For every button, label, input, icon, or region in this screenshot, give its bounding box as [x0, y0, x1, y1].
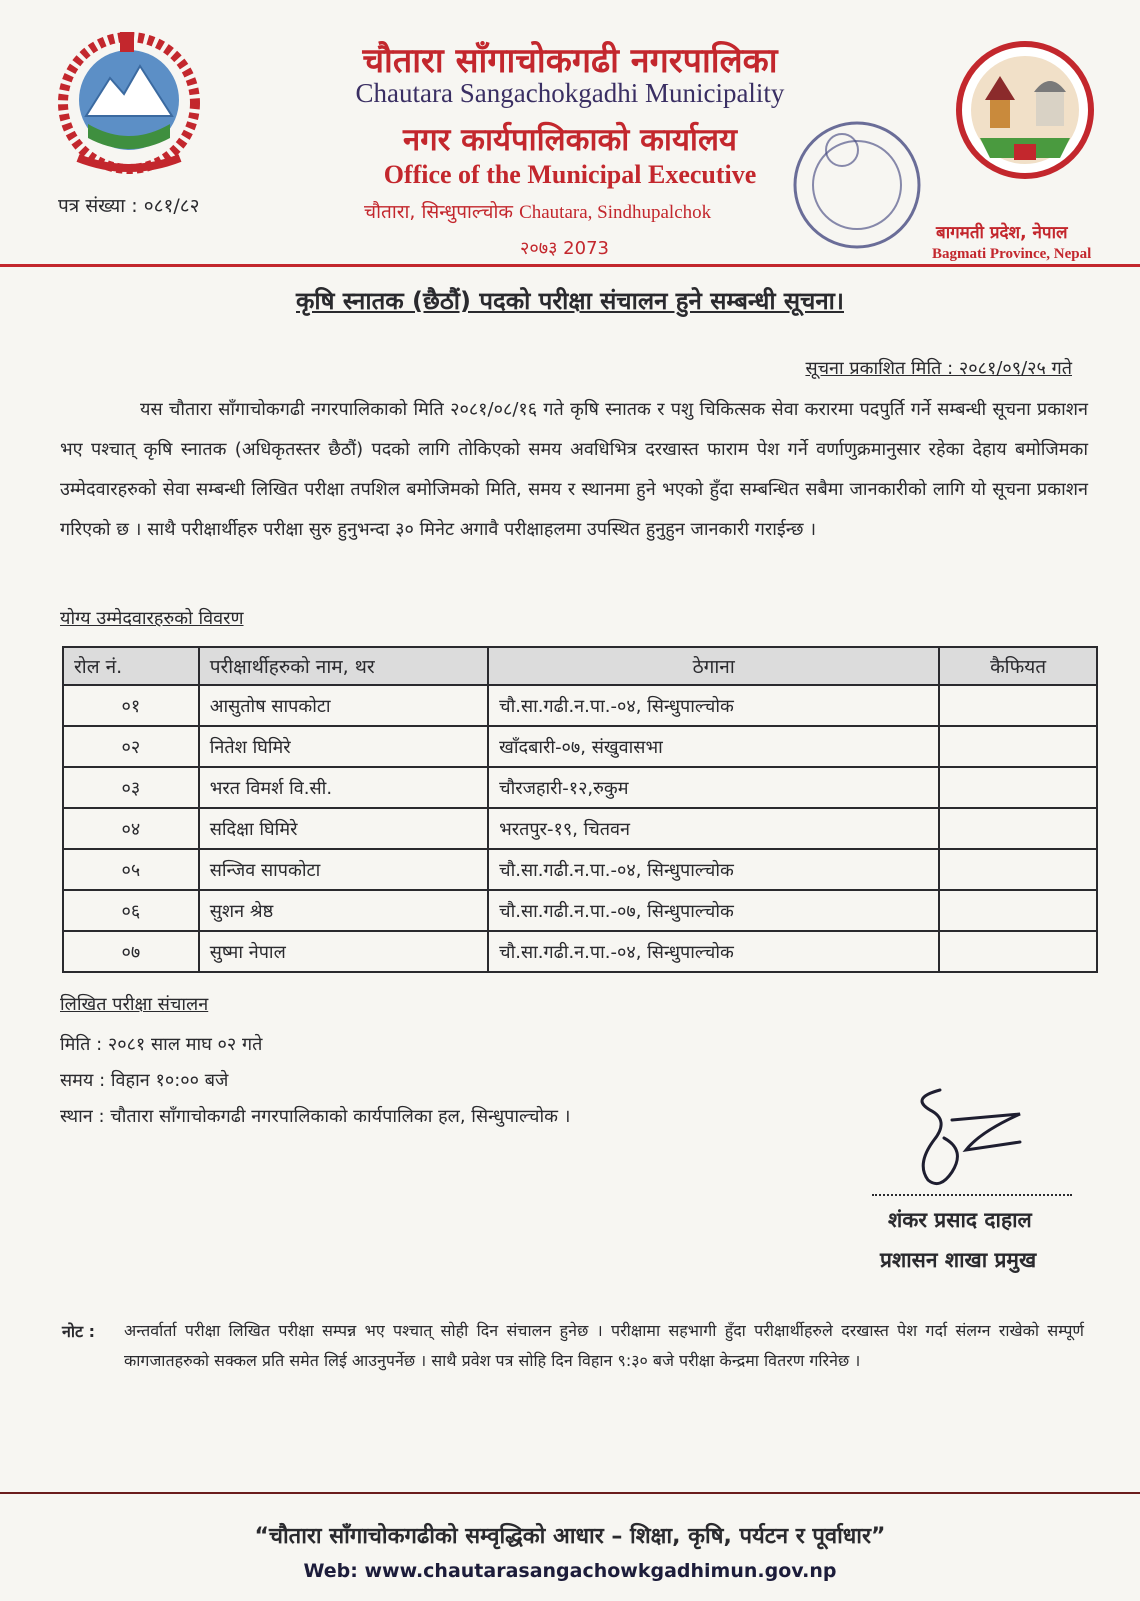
exam-date: मिति : २०८१ साल माघ ०२ गते: [60, 1034, 263, 1055]
table-row: [63, 808, 1097, 849]
footer-divider: [0, 1492, 1140, 1494]
remarks-cell: [939, 808, 1097, 849]
table-row: [63, 931, 1097, 972]
name-cell: भरत विमर्श वि.सी.: [199, 767, 488, 808]
candidates-table: [62, 646, 1098, 973]
exam-venue: स्थान : चौतारा साँगाचोकगढी नगरपालिकाको कार्यपालिका हल, सिन्धुपाल्चोक ।: [60, 1106, 571, 1127]
office-address: [364, 198, 711, 224]
address-cell: भरतपुर-१९, चितवन: [488, 808, 939, 849]
name-cell: सदिक्षा घिमिरे: [199, 808, 488, 849]
table-header-row: [63, 647, 1097, 685]
established-year: २०७३ 2073: [520, 238, 609, 259]
table-row: [63, 767, 1097, 808]
address-cell: चौ.सा.गढी.न.पा.-०४, सिन्धुपाल्चोक: [488, 931, 939, 972]
address-cell: चौ.सा.गढी.न.पा.-०७, सिन्धुपाल्चोक: [488, 890, 939, 931]
office-stamp-seal: [782, 110, 932, 260]
exam-heading: लिखित परीक्षा संचालन: [60, 994, 209, 1015]
col-roll-header: रोल नं.: [63, 647, 199, 685]
signatory-designation: प्रशासन शाखा प्रमुख: [880, 1248, 1037, 1272]
name-cell: सन्जिव सापकोटा: [199, 849, 488, 890]
address-cell: चौरजहारी-१२,रुकुम: [488, 767, 939, 808]
remarks-cell: [939, 726, 1097, 767]
exam-time: समय : विहान १०:०० बजे: [60, 1070, 229, 1091]
address-cell: चौ.सा.गढी.न.पा.-०४, सिन्धुपाल्चोक: [488, 849, 939, 890]
name-cell: आसुतोष सापकोटा: [199, 685, 488, 726]
notice-title-text: कृषि स्नातक (छैठौं) पदको परीक्षा संचालन हुने सम्बन्धी सूचना।: [296, 287, 844, 315]
remarks-cell: [939, 685, 1097, 726]
province-en: Bagmati Province, Nepal: [932, 246, 1092, 262]
address-np: चौतारा, सिन्धुपाल्चोक: [364, 201, 514, 223]
table-row: [63, 726, 1097, 767]
notice-title: [0, 284, 1140, 317]
roll-cell: ०७: [63, 931, 199, 972]
roll-cell: ०२: [63, 726, 199, 767]
province-np: बागमती प्रदेश, नेपाल: [936, 223, 1068, 243]
name-cell: नितेश घिमिरे: [199, 726, 488, 767]
roll-cell: ०५: [63, 849, 199, 890]
address-cell: खाँदबारी-०७, संखुवासभा: [488, 726, 939, 767]
remarks-cell: [939, 931, 1097, 972]
address-en: Chautara, Sindhupalchok: [519, 202, 712, 223]
reference-number: पत्र संख्या : ०८१/८२: [58, 195, 200, 217]
candidates-heading: योग्य उम्मेदवारहरुको विवरण: [60, 608, 244, 629]
remarks-cell: [939, 849, 1097, 890]
published-date: सूचना प्रकाशित मिति : २०८१/०९/२५ गते: [805, 358, 1072, 379]
address-cell: चौ.सा.गढी.न.पा.-०४, सिन्धुपाल्चोक: [488, 685, 939, 726]
footer-slogan: “चौतारा साँगाचोकगढीको सम्वृद्धिको आधार – शिक्षा, कृषि, पर्यटन र पूर्वाधार”: [254, 1524, 886, 1549]
col-remarks-header: कैफियत: [939, 647, 1097, 685]
name-cell: सुष्मा नेपाल: [199, 931, 488, 972]
letterhead-divider: [0, 264, 1140, 267]
table-row: [63, 849, 1097, 890]
col-name-header: परीक्षार्थीहरुको नाम, थर: [199, 647, 488, 685]
office-name-en: Office of the Municipal Executive: [383, 160, 757, 189]
municipality-logo: [950, 40, 1100, 180]
roll-cell: ०४: [63, 808, 199, 849]
notice-body: यस चौतारा साँगाचोकगढी नगरपालिकाको मिति २०८१/०८/१६ गते कृषि स्नातक र पशु चिकित्सक सेवा करारमा पदपुर्ति गर्ने सम्बन्धी सूचना प्रकाशन भए पश्चात् कृषि स्नातक (अधिकृतस्तर छैठौं) पदको लागि तोकिएको समय अवधिभित्र दरखास्त फाराम पेश गर्ने वर्णाणुक्रमानुसार रहेका देहाय बमोजिमका उम्मेदवारहरुको सेवा सम्बन्धी लिखित परीक्षा तपशिल बमोजिमको मिति, समय र स्थानमा हुने भएको हुँदा सम्बन्धित सबैमा जानकारीको लागि यो सूचना प्रकाशन गरिएको छ । साथै परीक्षार्थीहरु परीक्षा सुरु हुनुभन्दा ३० मिनेट अगावै परीक्षाहलमा उपस्थित हुनुहुन जानकारी गराईन्छ ।: [60, 399, 1088, 540]
col-address-header: ठेगाना: [488, 647, 939, 685]
note-label: नोट :: [62, 1322, 96, 1341]
name-cell: सुशन श्रेष्ठ: [199, 890, 488, 931]
roll-cell: ०३: [63, 767, 199, 808]
municipality-name-en: Chautara Sangachokgadhi Municipality: [355, 78, 785, 108]
remarks-cell: [939, 767, 1097, 808]
table-row: [63, 890, 1097, 931]
municipality-name-np: चौतारा साँगाचोकगढी नगरपालिका: [362, 41, 778, 81]
office-name-np: नगर कार्यपालिकाको कार्यालय: [403, 122, 737, 158]
remarks-cell: [939, 890, 1097, 931]
roll-cell: ०१: [63, 685, 199, 726]
roll-cell: ०६: [63, 890, 199, 931]
signature-line: [872, 1194, 1072, 1196]
note-text: अन्तर्वार्ता परीक्षा लिखित परीक्षा सम्पन्न भए पश्चात् सोही दिन संचालन हुनेछ । परीक्षामा सहभागी हुँदा परीक्षार्थीहरुले दरखास्त पेश गर्दा संलग्न राखेको सम्पूर्ण कागजातहरुको सक्कल प्रति समेत लिई आउनुपर्नेछ । साथै प्रवेश पत्र सोहि दिन विहान ९:३० बजे परीक्षा केन्द्रमा वितरण गरिनेछ ।: [124, 1321, 1084, 1370]
handwritten-signature: [870, 1080, 1050, 1192]
table-row: [63, 685, 1097, 726]
signatory-name: शंकर प्रसाद दाहाल: [888, 1208, 1032, 1232]
footer-website: Web: www.chautarasangachowkgadhimun.gov.np: [303, 1560, 837, 1582]
